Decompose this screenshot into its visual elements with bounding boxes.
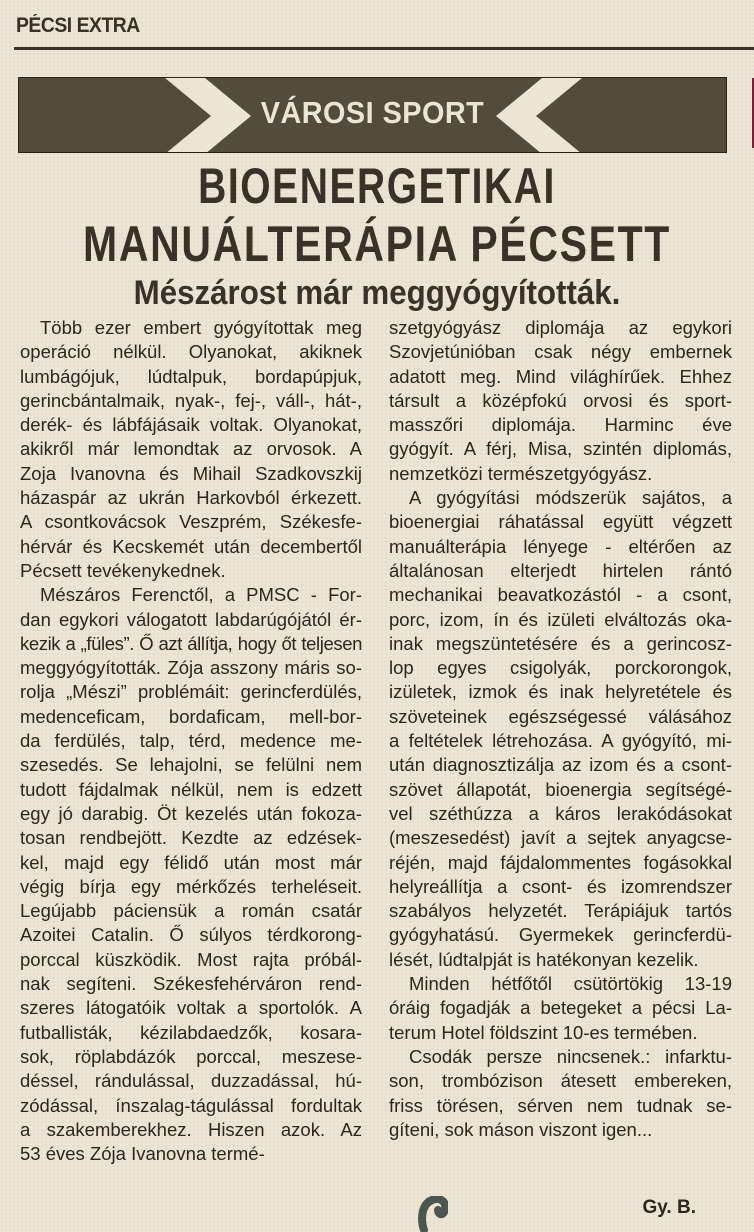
text-line: végig bírja egy mérkőzés terheléseit. <box>20 875 362 897</box>
byline: Gy. B. <box>642 1197 696 1218</box>
text-line: kezik a „füles”. Ő azt állítja, hogy őt teljesen <box>20 632 362 654</box>
text-line: meggyógyították. Zója asszony máris so- <box>20 657 362 679</box>
text-line: porc, izom, ín és izületi elváltozás oka- <box>389 608 732 630</box>
text-line: Pécsett tevékenykednek. <box>20 559 226 581</box>
text-line: szabályos helyzetét. Terápiájuk tartós <box>389 900 732 922</box>
paragraph <box>389 486 732 972</box>
text-line: (meszesedést) javít a sejtek anyagcse- <box>389 827 732 849</box>
text-line: Azoitei Catalin. Ő súlyos térdkorong- <box>20 924 362 946</box>
paragraph <box>20 316 362 583</box>
text-line: bioenergiai ráhatással együtt végzett <box>389 511 732 533</box>
paragraph <box>389 1045 732 1142</box>
text-line: mechanikai beavatkozástól - a csont, <box>389 584 732 606</box>
text-line: házaspár az ukrán Harkovból érkezett. <box>20 487 362 509</box>
text-line: medenceficam, bordaficam, mell-bor- <box>20 705 362 727</box>
text-line: gerincbántalmaik, nyak-, fej-, váll-, hát-, <box>20 389 362 411</box>
text-line: son, trombózison átesett embereken, <box>389 1070 732 1092</box>
text-line: Több ezer embert gyógyítottak meg <box>40 317 362 338</box>
left-column <box>20 316 362 1166</box>
text-line: lését, lúdtalpját is hatékonyan kezelik. <box>389 948 699 970</box>
text-line: nemzetközi természetgyógyász. <box>389 462 653 484</box>
text-line: óráig fogadják a betegeket a pécsi La- <box>389 997 732 1019</box>
text-line: hérvár és Kecskemét után decembertől <box>20 535 362 557</box>
headline-line-2: MANUÁLTERÁPIA PÉCSETT <box>83 216 671 272</box>
text-line: szesedés. Se lehajolni, se felülni nem <box>20 754 362 776</box>
text-line: A csontkovácsok Veszprém, Székesfe- <box>20 511 362 533</box>
text-line: szöveteinek egészségessé válásához <box>389 705 732 727</box>
text-line: zódással, ínszalag-tágulással fordultak <box>20 1094 362 1116</box>
text-line: akikről már lemondtak az orvosok. A <box>20 438 362 460</box>
paragraph <box>389 972 732 1045</box>
paragraph <box>389 316 732 486</box>
text-line: vel széthúzza a káros lerakódásokat <box>389 802 732 824</box>
text-line: A gyógyítási módszerük sajátos, a <box>409 487 732 509</box>
text-line: gyógyhatású. Gyermekek gerincferdü- <box>389 924 732 946</box>
text-line: terum Hotel földszint 10-es termében. <box>389 1021 698 1043</box>
right-column <box>389 316 732 1142</box>
text-line: adatott meg. Mind világhírűek. Ehhez <box>389 365 732 387</box>
text-line: kel, majd egy félidő után most már <box>20 851 362 873</box>
text-line: a szakemberekhez. Hiszen azok. Az <box>20 1118 362 1140</box>
text-line: inak megszüntetésére és a gerincosz- <box>389 632 732 654</box>
text-line: tosan rendbejött. Kezdte az edzések- <box>20 827 362 849</box>
text-line: Minden hétfőtől csütörtökig 13-19 <box>409 973 732 995</box>
paragraph <box>20 583 362 1166</box>
text-line: nak segíteni. Székesfehérváron rend- <box>20 973 362 995</box>
text-line: szeres látogatóik voltak a sportolók. A <box>20 997 362 1019</box>
text-line: helyreállítja a csont- és izomrendszer <box>389 875 732 897</box>
text-line: izületek, izmok és inak helyretétele és <box>389 681 732 703</box>
text-line: tudott fájdalmak nélkül, nem is edzett <box>20 778 362 800</box>
text-line: dan egykori válogatott labdarúgójától ér- <box>20 608 362 630</box>
text-line: porccal küszködik. Most rajta próbál- <box>20 948 362 970</box>
text-line: 53 éves Zója Ivanovna termé- <box>20 1143 265 1165</box>
swirl-ornament-icon <box>418 1196 448 1232</box>
text-line: egy jó darabig. Öt kezelés után fokoza- <box>20 802 362 824</box>
masthead-rule <box>14 47 754 50</box>
text-line: derék- és lábfájásaik voltak. Olyanokat, <box>20 414 362 436</box>
text-line: déssel, rándulással, duzzadással, hú- <box>20 1070 362 1092</box>
masthead: PÉCSI EXTRA <box>16 14 140 37</box>
text-line: Mészáros Ferenctől, a PMSC - For- <box>40 584 362 606</box>
text-line: friss törésen, sérven nem tudnak se- <box>389 1094 732 1116</box>
text-line: masszőri diplomája. Harminc éve <box>389 414 732 436</box>
text-line: Zoja Ivanovna és Mihail Szadkovszkij <box>20 462 362 484</box>
text-line: sok, röplabdázók porccal, meszese- <box>20 1045 362 1067</box>
text-line: a feltételek létrehozása. A gyógyító, mi- <box>389 730 732 752</box>
text-line: da ferdülés, talp, térd, medence me- <box>20 730 362 752</box>
text-line: szetgyógyász diplomája az egykori <box>389 317 732 338</box>
text-line: rolja „Mészi” problémáit: gerincferdülés, <box>20 681 362 703</box>
text-line: futballisták, kézilabdaedzők, kosara- <box>20 1021 362 1043</box>
text-line: általánosan elterjedt hirtelen rántó <box>389 559 732 581</box>
headline-line-1: BIOENERGETIKAI <box>198 158 556 214</box>
text-line: Legújabb páciensük a román csatár <box>20 900 362 922</box>
text-line: lumbágójuk, lúdtalpuk, bordapúpjuk, <box>20 365 362 387</box>
text-line: lop egyes csigolyák, porckorongok, <box>389 657 732 679</box>
text-line: réjén, majd fájdalommentes fogásokkal <box>389 851 732 873</box>
text-line: operáció nélkül. Olyanokat, akiknek <box>20 341 362 363</box>
text-line: szövet állapotát, bioenergia segítségé- <box>389 778 732 800</box>
text-line: társult a középfokú orvosi és sport- <box>389 389 732 411</box>
text-line: manuálterápia lényege - eltérően az <box>389 535 732 557</box>
section-title: VÁROSI SPORT <box>260 95 485 130</box>
text-line: gíteni, sok máson viszont igen... <box>389 1118 653 1140</box>
text-line: gyógyít. A férj, Misa, szintén diplomás, <box>389 438 732 460</box>
text-line: Csodák persze nincsenek.: infarktu- <box>409 1045 732 1067</box>
text-line: után diagnosztizálja az izom és a csont- <box>389 754 732 776</box>
section-banner <box>18 77 727 153</box>
text-line: Szovjetúnióban csak négy embernek <box>389 341 732 363</box>
subheadline: Mészárost már meggyógyították. <box>133 274 621 312</box>
